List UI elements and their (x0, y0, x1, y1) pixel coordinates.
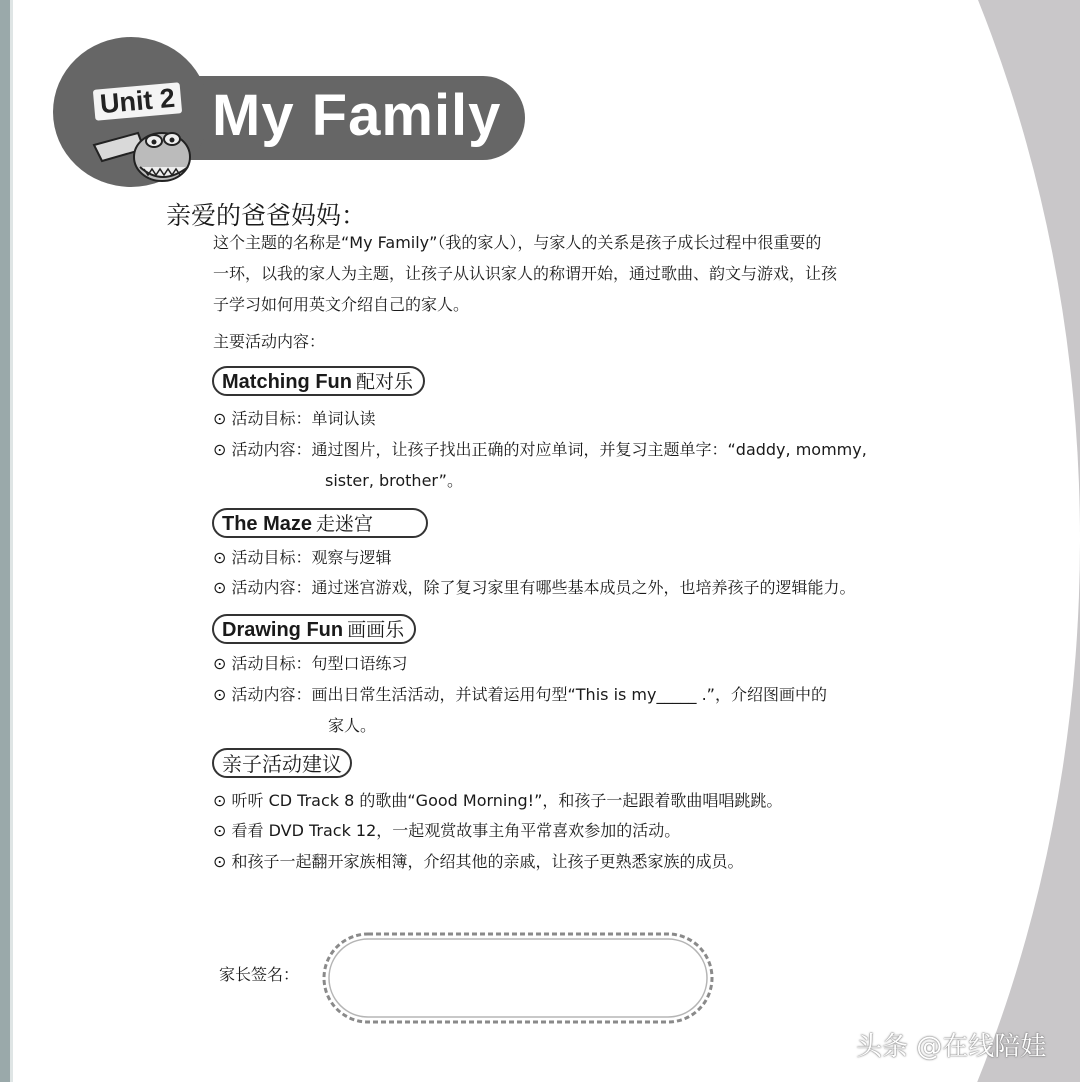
activity-goal: ⊙ 活动目标：单词认读 (213, 409, 376, 428)
intro-paragraph (213, 227, 953, 320)
suggestion-item: ⊙ 看看 DVD Track 12，一起观赏故事主角平常喜欢参加的活动。 (213, 821, 681, 840)
watermark: 头条 @在线陪娃 (856, 1032, 1047, 1062)
binding-edge-highlight (10, 0, 13, 1082)
section-title-en: The Maze (222, 513, 313, 535)
greeting: 亲爱的爸爸妈妈： (166, 201, 367, 230)
binding-edge (0, 0, 10, 1082)
section-title-the-maze (212, 508, 428, 538)
suggestion-item: ⊙ 和孩子一起翻开家族相簿，介绍其他的亲戚，让孩子更熟悉家族的成员。 (213, 852, 744, 871)
activity-content-continued: 家人。 (328, 716, 377, 735)
mascot-illustration (92, 115, 202, 195)
section-title-cn: 走迷宫 (316, 513, 374, 535)
section-title-parent-child-suggestions: 亲子活动建议 (212, 748, 352, 778)
signature-box[interactable] (318, 928, 718, 1028)
page-title: My Family (212, 83, 502, 148)
section-title-cn: 配对乐 (355, 371, 413, 393)
activity-content: ⊙ 活动内容：通过图片，让孩子找出正确的对应单词，并复习主题单字：“daddy, mommy, (213, 440, 867, 459)
section-title-en: Matching Fun (222, 371, 352, 393)
section-title-drawing-fun (212, 614, 416, 644)
signature-label: 家长签名： (219, 965, 300, 984)
suggestion-item: ⊙ 听听 CD Track 8 的歌曲“Good Morning!”，和孩子一起跟着歌曲唱唱跳跳。 (213, 791, 783, 810)
intro-line: 子学习如何用英文介绍自己的家人。 (213, 295, 470, 314)
unit-label: Unit 2 (93, 82, 182, 120)
section-title-matching-fun (212, 366, 425, 396)
section-title-cn: 画画乐 (347, 619, 405, 641)
section-title-en: Drawing Fun (222, 619, 344, 641)
main-activities-label: 主要活动内容： (213, 332, 326, 351)
activity-content: ⊙ 活动内容：通过迷宫游戏，除了复习家里有哪些基本成员之外，也培养孩子的逻辑能力。 (213, 578, 856, 597)
intro-line: 这个主题的名称是“My Family”（我的家人），与家人的关系是孩子成长过程中很重要的 (213, 233, 822, 252)
activity-content: ⊙ 活动内容：画出日常生活活动，并试着运用句型“This is my_____ .”，介绍图画中的 (213, 685, 827, 704)
activity-goal: ⊙ 活动目标：句型口语练习 (213, 654, 408, 673)
activity-goal: ⊙ 活动目标：观察与逻辑 (213, 548, 392, 567)
activity-content-continued: sister, brother”。 (325, 471, 463, 490)
intro-line: 一环，以我的家人为主题，让孩子从认识家人的称谓开始，通过歌曲、韵文与游戏，让孩 (213, 264, 838, 283)
